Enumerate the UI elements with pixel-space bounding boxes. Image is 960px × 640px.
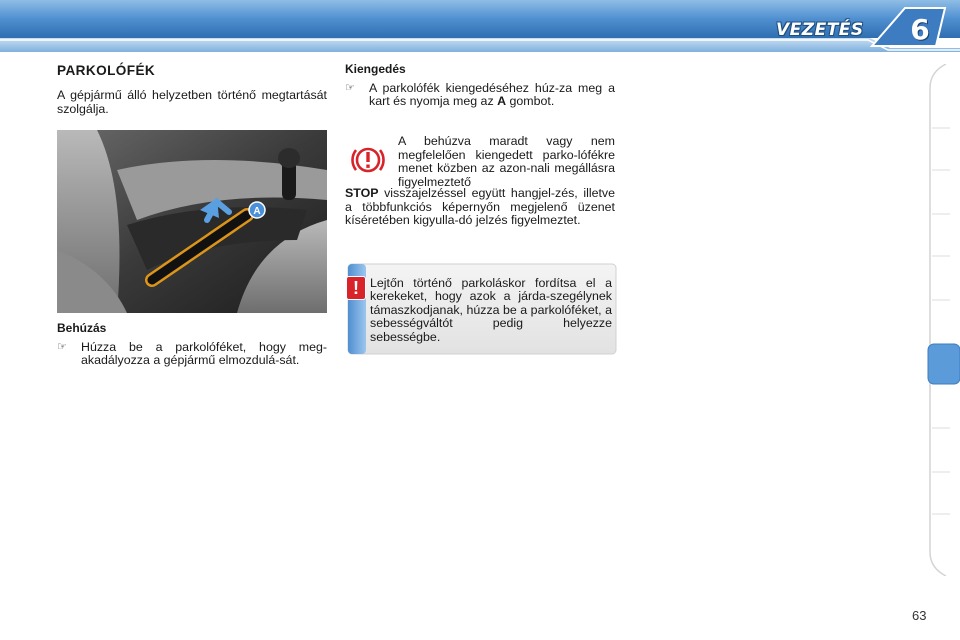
photo-label-a: A xyxy=(253,206,261,217)
warning-text-1: A behúzva maradt vagy nem megfelelően kiengedett parko-lófékre menet közben az azon-nali megállásra figyelmeztető xyxy=(398,134,615,189)
pull-item xyxy=(57,341,327,368)
pointing-hand-icon: ☞ xyxy=(57,340,67,353)
release-section xyxy=(345,63,615,109)
pull-text: Húzza be a parkolóféket, hogy meg-akadályozza a gépjármű elmozdulá-sát. xyxy=(81,339,327,368)
release-heading: Kiengedés xyxy=(345,62,406,76)
chapter-tabs xyxy=(926,64,960,576)
chapter-header xyxy=(0,0,960,52)
note-text: Lejtőn történő parkoláskor fordítsa el a kerekeket, hogy azok a járda-szegélynek támaszkodjanak, húzza be a parkolóféket, a sebességváltót pedig helyezze sebességbe. xyxy=(370,276,612,344)
warning-text-2-wrap xyxy=(345,187,615,228)
handbrake-photo xyxy=(57,130,327,313)
intro-paragraph: A gépjármű álló helyzetben történő megtartását szolgálja. xyxy=(57,88,327,116)
page-number: 63 xyxy=(912,608,927,623)
stop-label: STOP xyxy=(345,186,379,200)
release-text: A parkolófék kiengedéséhez húz-za meg a kart és nyomja meg az xyxy=(369,80,615,109)
section-title: PARKOLÓFÉK xyxy=(57,63,156,78)
pull-heading: Behúzás xyxy=(57,321,107,335)
release-item xyxy=(345,82,615,109)
pointing-hand-icon: ☞ xyxy=(345,81,355,94)
chapter-title: VEZETÉS xyxy=(776,20,864,40)
active-chapter-tab xyxy=(928,344,960,384)
brake-warning-icon xyxy=(350,142,386,178)
release-button-label: A xyxy=(497,94,507,109)
chapter-number: 6 xyxy=(910,13,930,46)
warning-text-2: visszajelzéssel együtt hangjel-zés, illetve a többfunkciós képernyőn megjelenő üzenet kíséretében kigyulla-dó jelzés figyelmeztet. xyxy=(345,186,615,228)
note-mark: ! xyxy=(353,278,359,298)
pull-section xyxy=(57,322,327,368)
release-text-wrap xyxy=(369,82,615,109)
exclamation-icon xyxy=(346,276,366,300)
release-text-end: gombot. xyxy=(509,94,555,109)
